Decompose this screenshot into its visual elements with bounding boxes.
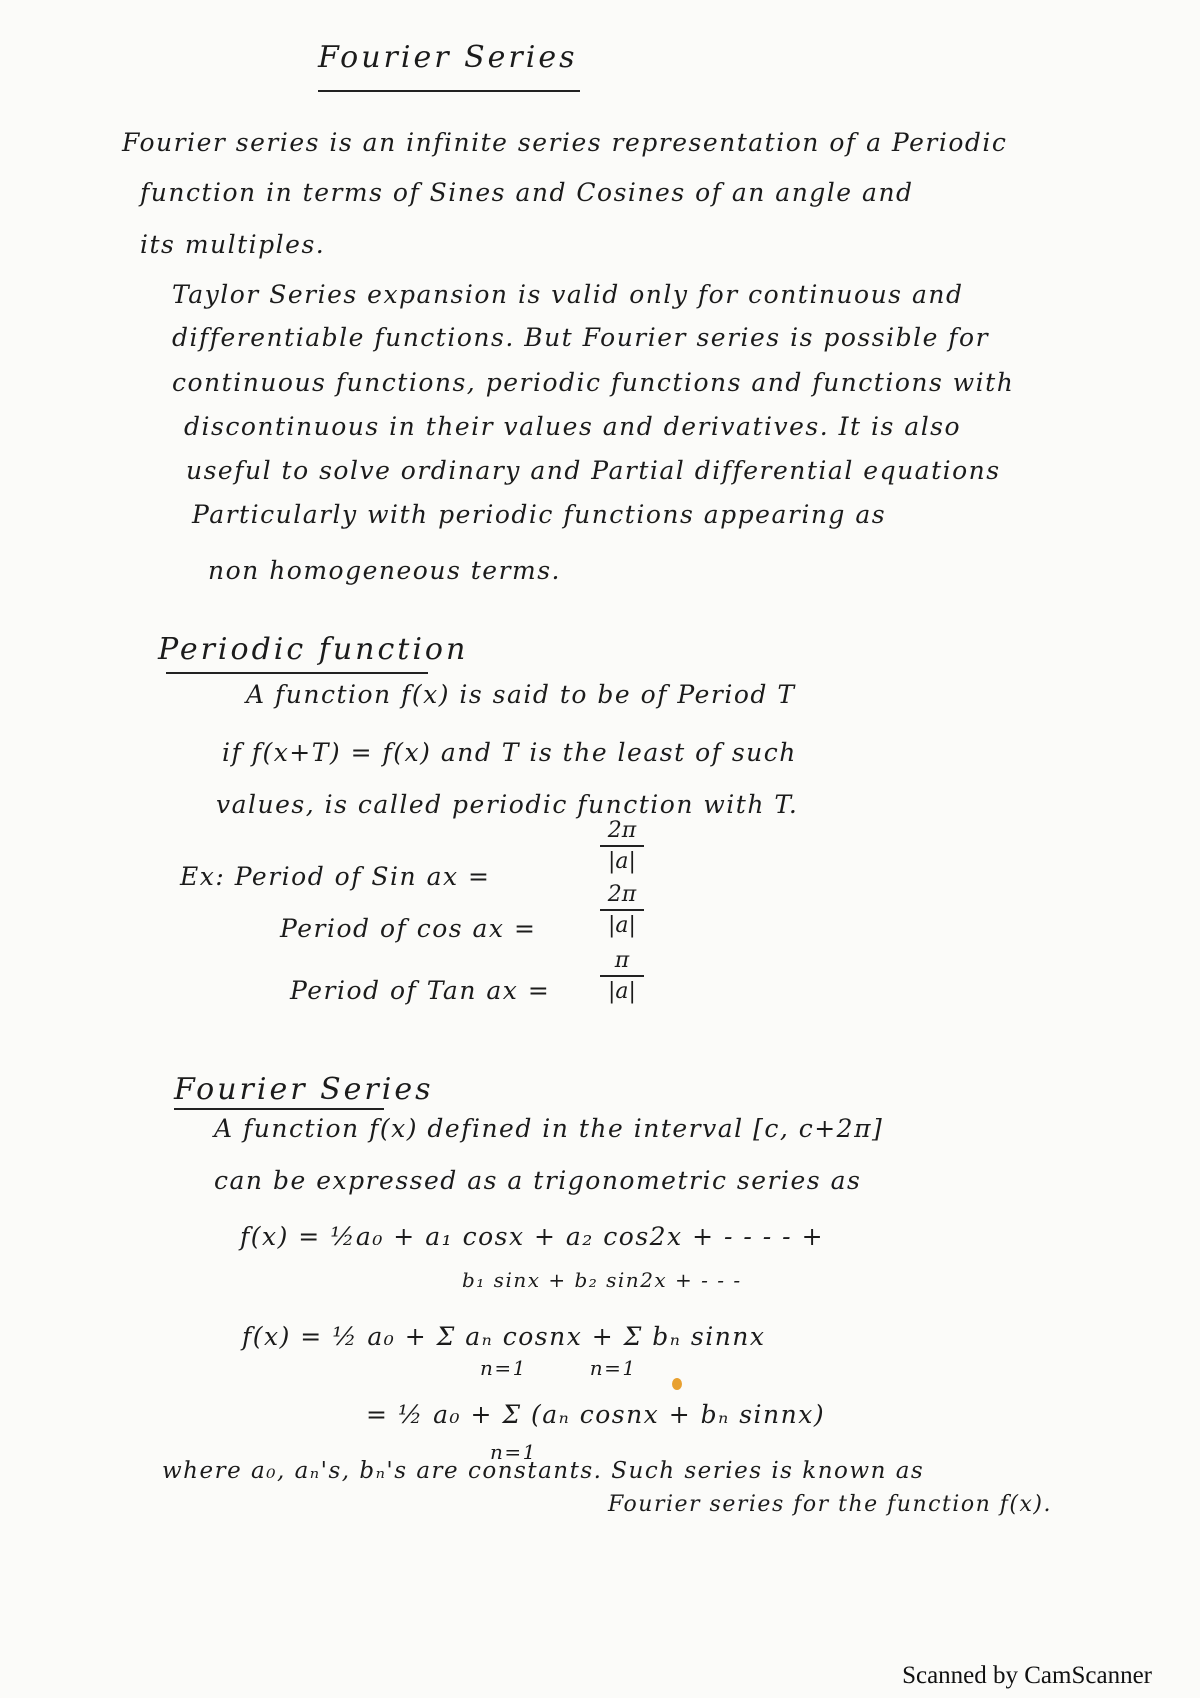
periodic-underline — [166, 672, 428, 674]
fourier-def-line-1: A function f(x) defined in the interval [c, c+2π] — [214, 1114, 884, 1143]
example-cos-fraction — [600, 882, 644, 938]
taylor-line-1: Taylor Series expansion is valid only for continuous and — [172, 280, 964, 309]
fourier-def-line-2: can be expressed as a trigonometric series as — [214, 1166, 862, 1195]
taylor-line-3: continuous functions, periodic functions and functions with — [172, 368, 1015, 397]
example-tan-fraction — [600, 948, 644, 1004]
where-line-1: where a₀, aₙ's, bₙ's are constants. Such series is known as — [162, 1458, 925, 1484]
orange-ink-dot — [672, 1378, 682, 1390]
example-tan-numerator: π — [614, 948, 630, 973]
intro-line-3: its multiples. — [140, 230, 326, 259]
equation-line-4: n=1 n=1 — [480, 1356, 637, 1380]
where-line-2: Fourier series for the function f(x). — [608, 1492, 1052, 1517]
scanner-watermark: Scanned by CamScanner — [902, 1662, 1152, 1689]
taylor-line-6: Particularly with periodic functions appearing as — [192, 500, 887, 529]
example-sin-fraction — [600, 818, 644, 874]
example-cos-denominator: |a| — [608, 913, 636, 938]
fraction-bar — [600, 909, 644, 911]
equation-line-5: = ½ a₀ + Σ (aₙ cosnx + bₙ sinnx) — [366, 1400, 826, 1429]
example-cos-numerator: 2π — [607, 882, 637, 907]
example-sin-numerator: 2π — [607, 818, 637, 843]
intro-line-1: Fourier series is an infinite series representation of a Periodic — [122, 128, 1008, 157]
fourier-underline — [174, 1108, 384, 1110]
taylor-line-5: useful to solve ordinary and Partial differential equations — [186, 456, 1001, 485]
equation-line-6: n=1 — [490, 1440, 537, 1464]
taylor-line-2: differentiable functions. But Fourier series is possible for — [172, 323, 990, 352]
fraction-bar — [600, 975, 644, 977]
equation-line-1: f(x) = ½a₀ + a₁ cosx + a₂ cos2x + - - - - + — [240, 1222, 825, 1251]
periodic-def-line-2: if f(x+T) = f(x) and T is the least of such — [222, 738, 797, 767]
example-cos-label: Period of cos ax = — [280, 914, 537, 943]
equation-line-3: f(x) = ½ a₀ + Σ aₙ cosnx + Σ bₙ sinnx — [242, 1322, 766, 1351]
example-sin-denominator: |a| — [608, 849, 636, 874]
intro-line-2: function in terms of Sines and Cosines of an angle and — [140, 178, 914, 207]
periodic-heading: Periodic function — [158, 632, 469, 667]
example-sin-label: Ex: Period of Sin ax = — [180, 862, 491, 891]
title-underline — [318, 90, 580, 92]
fourier-heading: Fourier Series — [174, 1072, 434, 1107]
example-tan-label: Period of Tan ax = — [290, 976, 551, 1005]
example-tan-denominator: |a| — [608, 979, 636, 1004]
page-title: Fourier Series — [318, 40, 578, 75]
taylor-line-4: discontinuous in their values and derivatives. It is also — [184, 412, 962, 441]
periodic-def-line-1: A function f(x) is said to be of Period T — [246, 680, 796, 709]
fraction-bar — [600, 845, 644, 847]
taylor-line-7: non homogeneous terms. — [208, 556, 562, 585]
equation-line-2: b₁ sinx + b₂ sin2x + - - - — [462, 1268, 742, 1292]
periodic-def-line-3: values, is called periodic function with T. — [216, 790, 799, 819]
